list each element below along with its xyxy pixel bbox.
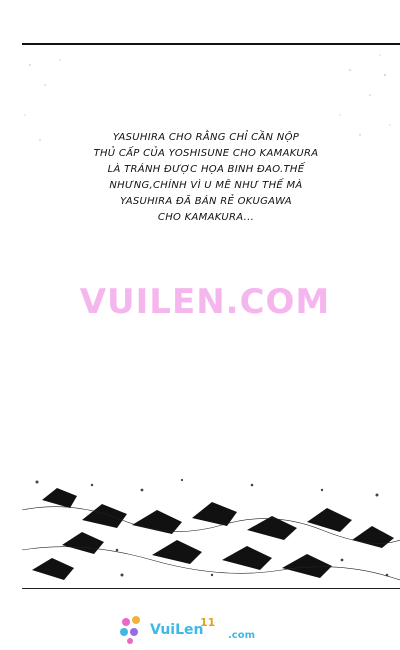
caption-line: NHƯNG,CHÍNH VÌ U MÊ NHƯ THẾ MÀ <box>109 180 303 191</box>
caption-line: CHO KAMAKURA... <box>157 212 255 223</box>
footer-brand: VuiLen <box>150 622 204 638</box>
watermark-text: VUILEN.COM <box>79 282 331 322</box>
footer-domain: .com <box>228 630 256 641</box>
panel-bottom-border <box>22 588 400 589</box>
caption-line: THỦ CẤP CỦA YOSHISUNE CHO KAMAKURA <box>93 148 319 159</box>
village-rooftops-illustration <box>22 430 400 586</box>
caption-line: YASUHIRA CHO RẰNG CHỈ CẦN NỘP <box>112 132 300 143</box>
caption-line: YASUHIRA ĐÃ BÁN RẺ OKUGAWA <box>120 196 292 207</box>
caption-line: LÀ TRÁNH ĐƯỢC HỌA BINH ĐAO.THẾ <box>107 164 305 175</box>
narration-caption <box>66 130 346 226</box>
footer-page-number: 11 <box>200 616 216 629</box>
flower-logo-icon <box>118 614 148 646</box>
